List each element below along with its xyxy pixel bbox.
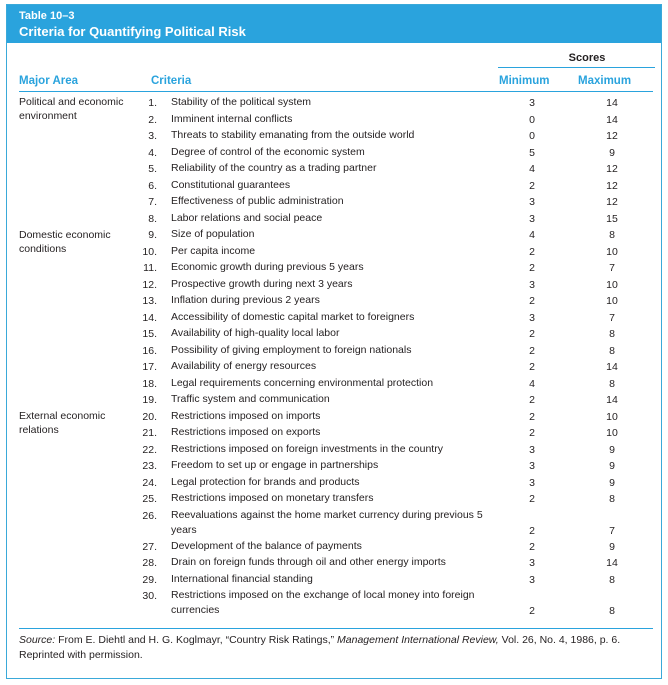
table-row	[7, 145, 661, 161]
table-row	[7, 112, 661, 128]
criterion-text: Legal protection for brands and products	[171, 475, 360, 488]
score-minimum: 2	[529, 179, 535, 192]
score-maximum: 7	[609, 524, 615, 537]
table-row	[7, 244, 661, 260]
criterion-number: 9.	[148, 229, 157, 241]
criterion-text: Effectiveness of public administration	[171, 195, 344, 207]
score-minimum: 3	[529, 557, 535, 569]
score-maximum: 14	[606, 394, 618, 406]
score-minimum: 5	[529, 146, 535, 159]
criterion-number: 7.	[148, 196, 157, 208]
column-header-criteria: Criteria	[151, 75, 192, 87]
criterion-number: 10.	[142, 245, 157, 258]
score-maximum: 8	[609, 493, 615, 505]
criterion-text: Availability of high-quality local labor	[171, 327, 340, 339]
score-minimum: 3	[529, 278, 535, 291]
criterion-number: 12.	[142, 278, 157, 291]
table-row	[7, 178, 661, 194]
score-maximum: 8	[609, 328, 615, 340]
score-maximum: 7	[609, 311, 615, 324]
score-minimum: 0	[529, 130, 535, 142]
criterion-text: Reevaluations against the home market currency during previous 5 years	[171, 508, 483, 536]
table-row	[7, 343, 661, 359]
table-row	[7, 458, 661, 474]
score-minimum: 2	[529, 493, 535, 505]
score-maximum: 10	[606, 410, 618, 423]
score-maximum: 14	[606, 97, 618, 109]
criterion-text: Stability of the political system	[171, 96, 312, 108]
score-minimum: 3	[529, 460, 535, 472]
table-title: Criteria for Quantifying Political Risk	[19, 24, 246, 39]
table-row	[7, 425, 661, 441]
criterion-text: Possibility of giving employment to foreign nationals	[171, 343, 412, 356]
header-divider	[19, 91, 653, 92]
area-label-line: conditions	[19, 243, 67, 255]
score-maximum: 8	[609, 229, 615, 241]
criterion-text: Traffic system and communication	[171, 393, 330, 405]
score-minimum: 3	[529, 443, 535, 456]
criterion-number: 24.	[142, 476, 157, 489]
criterion-number: 14.	[142, 311, 157, 324]
score-maximum: 15	[606, 212, 618, 225]
score-maximum: 8	[609, 344, 615, 357]
score-minimum: 4	[529, 229, 535, 241]
criterion-text: Development of the balance of payments	[171, 539, 362, 552]
footer-divider	[19, 628, 653, 629]
criterion-text: Restrictions imposed on imports	[171, 409, 321, 422]
criterion-text: Degree of control of the economic system	[171, 145, 365, 158]
table-row	[7, 128, 661, 144]
scores-divider	[498, 67, 655, 68]
criterion-text: Drain on foreign funds through oil and other energy imports	[171, 556, 446, 568]
area-label-line: Domestic economic	[19, 229, 111, 241]
score-maximum: 12	[606, 163, 618, 175]
table-row	[7, 211, 661, 227]
table-row	[7, 539, 661, 555]
table-frame	[6, 4, 662, 679]
criterion-number: 25.	[142, 493, 157, 505]
criterion-text: Accessibility of domestic capital market to foreigners	[171, 310, 415, 323]
table-header	[7, 5, 661, 43]
score-minimum: 2	[529, 295, 535, 307]
criterion-number: 28.	[142, 557, 157, 569]
area-label-line: Political and economic	[19, 96, 124, 108]
criterion-number: 23.	[142, 460, 157, 472]
source-text: From E. Diehtl and H. G. Koglmayr, “Country Risk Ratings,”	[58, 634, 335, 646]
table-row	[7, 260, 661, 276]
area-label-line: environment	[19, 110, 77, 122]
score-maximum: 10	[606, 427, 618, 439]
score-minimum: 2	[529, 605, 535, 617]
table-row	[7, 508, 661, 539]
area-label-line: relations	[19, 424, 59, 436]
score-minimum: 2	[529, 328, 535, 340]
criterion-text: Prospective growth during next 3 years	[171, 277, 353, 290]
criterion-number: 27.	[142, 540, 157, 553]
table-row	[7, 442, 661, 458]
source-label: Source:	[19, 634, 56, 646]
criterion-number: 21.	[142, 427, 157, 439]
source-text-2: Vol. 26, No. 4, 1986, p. 6. Reprinted with permission.	[19, 634, 621, 661]
score-minimum: 2	[529, 540, 535, 553]
criterion-number: 26.	[142, 509, 157, 522]
table-row	[7, 409, 661, 425]
column-header-major-area: Major Area	[19, 75, 79, 87]
table-row	[7, 588, 661, 619]
score-maximum: 8	[609, 605, 615, 617]
score-minimum: 3	[529, 476, 535, 489]
score-maximum: 9	[609, 476, 615, 489]
criterion-number: 4.	[148, 146, 157, 159]
score-maximum: 7	[609, 262, 615, 274]
score-minimum: 2	[529, 524, 535, 537]
score-minimum: 3	[529, 311, 535, 324]
source-note	[19, 633, 649, 663]
table-row	[7, 293, 661, 309]
table-row	[7, 227, 661, 243]
score-minimum: 3	[529, 196, 535, 208]
criterion-number: 2.	[148, 113, 157, 126]
score-maximum: 14	[606, 361, 618, 373]
score-maximum: 12	[606, 196, 618, 208]
criterion-number: 18.	[142, 377, 157, 390]
criterion-number: 17.	[142, 361, 157, 373]
score-minimum: 2	[529, 394, 535, 406]
score-minimum: 2	[529, 245, 535, 258]
criterion-number: 11.	[143, 262, 157, 274]
table-row	[7, 475, 661, 491]
criterion-number: 29.	[142, 573, 157, 586]
criterion-text: Threats to stability emanating from the outside world	[171, 129, 415, 141]
criterion-text: Availability of energy resources	[171, 360, 317, 372]
score-minimum: 2	[529, 427, 535, 439]
criterion-text: Inflation during previous 2 years	[171, 294, 320, 306]
criterion-number: 3.	[148, 130, 157, 142]
score-maximum: 8	[609, 573, 615, 586]
criterion-text: Imminent internal conflicts	[171, 112, 293, 125]
score-maximum: 14	[606, 113, 618, 126]
table-row	[7, 95, 661, 111]
criterion-text: International financial standing	[171, 572, 313, 585]
criterion-number: 6.	[148, 179, 157, 192]
criterion-number: 15.	[142, 328, 157, 340]
criterion-text: Restrictions imposed on the exchange of local money into foreign currencies	[171, 589, 475, 616]
table-row	[7, 572, 661, 588]
score-maximum: 8	[609, 377, 615, 390]
score-maximum: 10	[606, 245, 618, 258]
area-label-line: External economic	[19, 410, 106, 422]
score-minimum: 4	[529, 377, 535, 390]
score-maximum: 9	[609, 460, 615, 472]
score-minimum: 3	[529, 212, 535, 225]
score-maximum: 12	[606, 130, 618, 142]
table-row	[7, 161, 661, 177]
table-row	[7, 326, 661, 342]
criterion-number: 30.	[142, 590, 157, 602]
criterion-text: Legal requirements concerning environmental protection	[171, 376, 434, 389]
criterion-text: Restrictions imposed on foreign investments in the country	[171, 442, 443, 455]
criterion-text: Per capita income	[171, 244, 256, 257]
table-row	[7, 277, 661, 293]
score-maximum: 9	[609, 443, 615, 456]
table-row	[7, 392, 661, 408]
table-row	[7, 359, 661, 375]
criterion-text: Economic growth during previous 5 years	[171, 261, 364, 273]
score-maximum: 9	[609, 540, 615, 553]
score-minimum: 2	[529, 361, 535, 373]
criterion-text: Restrictions imposed on exports	[171, 426, 321, 438]
score-minimum: 3	[529, 573, 535, 586]
criterion-number: 16.	[142, 344, 157, 357]
criterion-text: Labor relations and social peace	[171, 211, 323, 224]
scores-header: Scores	[568, 52, 606, 64]
table-row	[7, 310, 661, 326]
score-minimum: 3	[529, 97, 535, 109]
criterion-text: Restrictions imposed on monetary transfers	[171, 492, 374, 504]
criterion-number: 13.	[142, 295, 157, 307]
score-maximum: 12	[606, 179, 618, 192]
source-journal: Management International Review,	[337, 634, 499, 646]
score-minimum: 2	[529, 344, 535, 357]
criterion-number: 1.	[148, 97, 157, 109]
score-maximum: 10	[606, 295, 618, 307]
table-row	[7, 555, 661, 571]
criterion-text: Constitutional guarantees	[171, 178, 291, 191]
score-minimum: 4	[529, 163, 535, 175]
criterion-text: Size of population	[171, 228, 255, 240]
criterion-number: 22.	[142, 443, 157, 456]
score-maximum: 14	[606, 557, 618, 569]
table-number: Table 10–3	[19, 10, 75, 22]
table-row	[7, 376, 661, 392]
column-header-maximum: Maximum	[578, 75, 632, 87]
score-minimum: 2	[529, 410, 535, 423]
table-row	[7, 491, 661, 507]
score-minimum: 2	[529, 262, 535, 274]
criterion-number: 8.	[148, 212, 157, 225]
score-maximum: 9	[609, 146, 615, 159]
table-row	[7, 194, 661, 210]
criterion-number: 20.	[142, 410, 157, 423]
criterion-number: 5.	[148, 163, 157, 175]
score-minimum: 0	[529, 113, 535, 126]
criterion-number: 19.	[142, 394, 157, 406]
criterion-text: Freedom to set up or engage in partnerships	[171, 459, 379, 471]
criterion-text: Reliability of the country as a trading partner	[171, 162, 377, 174]
column-header-minimum: Minimum	[499, 75, 550, 87]
score-maximum: 10	[606, 278, 618, 291]
